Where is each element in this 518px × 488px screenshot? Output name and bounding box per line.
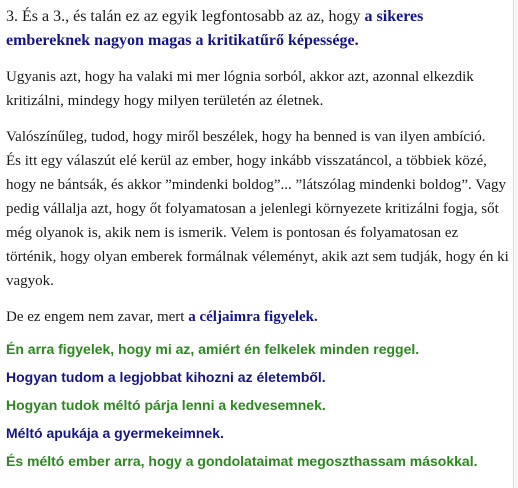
goal-line-share-thoughts: És méltó ember arra, hogy a gondolataimat megoszthassam másokkal.	[6, 453, 478, 469]
paragraph-focus	[6, 305, 509, 329]
goal-line-partner: Hogyan tudok méltó párja lenni a kedvesemnek.	[6, 397, 326, 413]
goal-line-best-life: Hogyan tudom a legjobbat kihozni az életemből.	[6, 369, 326, 385]
paragraph-criticism: Ugyanis azt, hogy ha valaki mi mer lógnia sorból, akkor azt, azonnal elkezdik kritizálni, mindegy hogy milyen területén az életnek.	[6, 69, 474, 109]
paragraph-intro-text: 3. És a 3., és talán ez az egyik legfontosabb az az, hogy	[6, 8, 365, 25]
paragraph-crossroads: És itt egy válaszút elé kerül az ember, hogy inkább visszatáncol, a többiek közé, hogy ne bántsák, és akkor ”mindenki boldog”... ”látszólag mindenki boldog”. Vagy pedig vállalja azt, hogy őt folyamatosan a jelenlegi környezete kritizálni fogja, sőt még olyanok is, akik nem is ismerik. Velem is pontosan és folyamatosan ez történik, hogy olyan emberek formálnak véleményt, akik azt sem tudják, hogy én ki vagyok.	[6, 153, 509, 289]
paragraph-intro-highlight: a sikeres embereknek nagyon magas a kritikatűrő képessége.	[6, 8, 424, 49]
goal-line-father: Méltó apukája a gyermekeimnek.	[6, 425, 224, 441]
paragraph-ambition: Valószínűleg, tudod, hogy miről beszélek, hogy ha benned is van ilyen ambíció.	[6, 129, 486, 145]
paragraph-focus-text: De ez engem nem zavar, mert	[6, 309, 189, 325]
goal-line-morning: Én arra figyelek, hogy mi az, amiért én felkelek minden reggel.	[6, 341, 420, 357]
paragraph-intro	[6, 5, 509, 53]
paragraph-focus-highlight: a céljaimra figyelek.	[188, 309, 318, 325]
